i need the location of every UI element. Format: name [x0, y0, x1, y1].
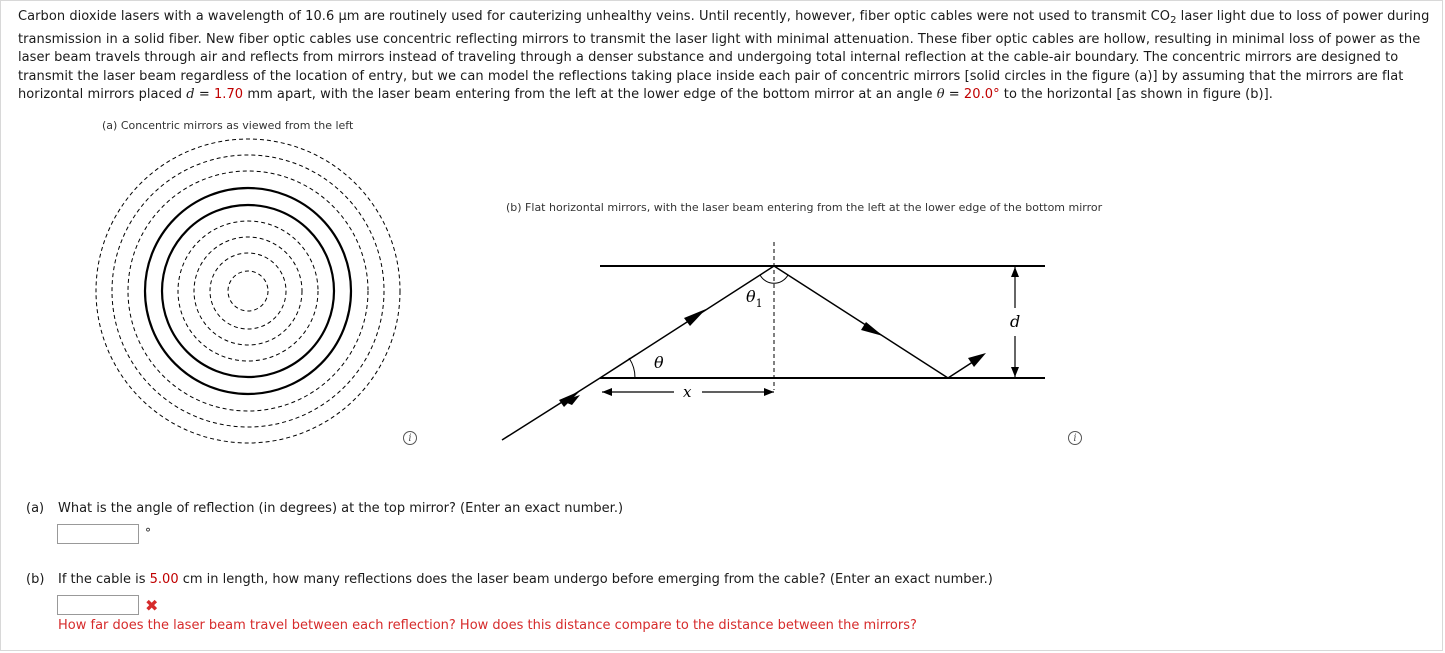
figure-b-caption: (b) Flat horizontal mirrors, with the laser beam entering from the left at the lower edge of the bottom mirror	[506, 201, 1103, 214]
info-icon[interactable]: i	[1068, 431, 1082, 445]
question-b: (b) If the cable is 5.00 cm in length, how many reflections does the laser beam undergo before emerging from the cable? (Enter an exact number.)	[26, 572, 993, 587]
laser-beam	[502, 266, 982, 440]
x-label: x	[683, 383, 692, 401]
dashed-circle-6	[210, 253, 286, 329]
answer-b-input[interactable]	[57, 595, 139, 615]
beam-arrow-entry	[559, 391, 580, 407]
dashed-circle-2	[112, 155, 384, 427]
theta-arc	[629, 358, 635, 378]
question-a: (a) What is the angle of reflection (in degrees) at the top mirror? (Enter an exact number.)	[26, 501, 624, 516]
dashed-circle-7	[228, 271, 268, 311]
figure-a-caption: (a) Concentric mirrors as viewed from the left	[102, 119, 354, 132]
solid-mirror-inner	[162, 205, 334, 377]
dashed-circle-3	[128, 171, 368, 411]
incorrect-x-icon: ✖	[145, 596, 159, 615]
beam-arrow-exit	[968, 353, 986, 367]
theta-value: 20.0°	[963, 87, 1000, 103]
figure-b-flat-mirrors	[490, 230, 1090, 450]
problem-statement: Carbon dioxide lasers with a wavelength of 10.6 μm are routinely used for cauterizing unhealthy veins. Until recently, however, fiber optic cables were not used to transmit $CO_2$ laser light due to loss of power during transmission in a solid fiber. New fiber optic cables use concentric reflecting mirrors to transmit the laser light with minimal attenuation. These fiber optic cables are hollow, resulting in minimal loss of power as the laser beam travels through air and reflects from mirrors instead of traveling through a denser substance and undergoing total internal reflection at the cable-air boundary. The concentric mirrors are designed to transmit the laser beam regardless of the location of entry, but we can model the reflections taking place inside each pair of concentric mirrors [solid circles in the figure (a)] by assuming that the mirrors are flat horizontal mirrors placed d = 1.70 mm apart, with the laser beam entering from the left at the lower edge of the bottom mirror at an angle θ = 20.0° to the horizontal [as shown in figure (b)].	[18, 9, 1430, 103]
degree-unit: °	[145, 526, 151, 540]
d-value: 1.70	[213, 87, 244, 103]
info-icon[interactable]: i	[403, 431, 417, 445]
answer-a-input[interactable]	[57, 524, 139, 544]
dashed-circle-1	[96, 139, 400, 443]
hint-text: How far does the laser beam travel between each reflection? How does this distance compare to the distance between the mirrors?	[58, 618, 917, 633]
theta1-label: $\theta_1$	[746, 287, 763, 310]
cable-length-value: 5.00	[149, 572, 179, 587]
figure-a-concentric-mirrors	[93, 138, 403, 448]
theta-label: θ	[654, 353, 664, 372]
dashed-circle-4	[178, 221, 318, 361]
beam-arrow-up	[684, 309, 706, 326]
solid-mirror-outer	[145, 188, 351, 394]
d-label: d	[1010, 312, 1021, 331]
